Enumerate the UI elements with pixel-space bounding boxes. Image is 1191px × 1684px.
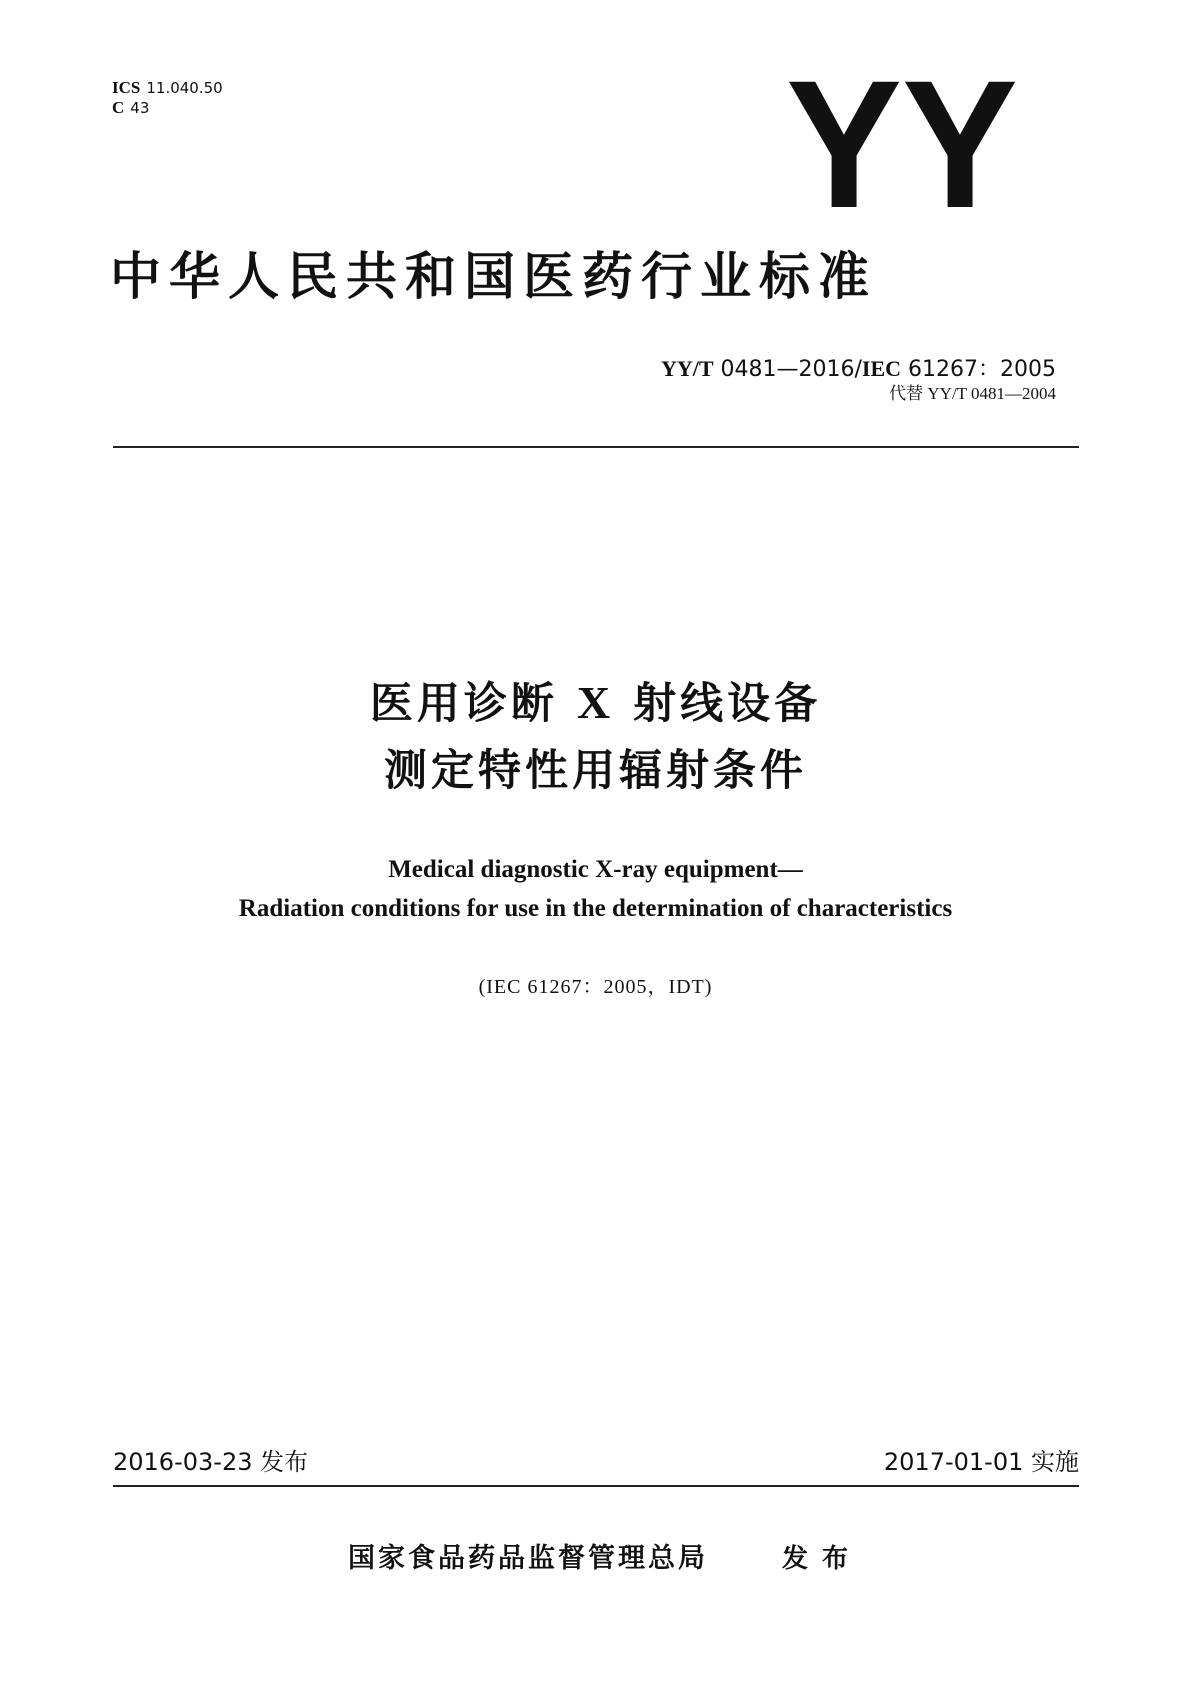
issue-date: 2016-03-23 发布 [113,1448,309,1476]
ics-value: 11.040.50 [146,79,223,97]
replaces-note: 代替 YY/T 0481—2004 [889,384,1056,403]
yy-logo [785,55,1020,230]
classification-codes [112,78,223,118]
standard-category-title: 中华人民共和国医药行业标准 [110,248,878,307]
english-title-line-1: Medical diagnostic X-ray equipment— [388,856,803,883]
iec-number: 61267：2005 [908,357,1056,382]
ccs-value: 43 [130,99,150,117]
ccs-code [112,98,223,118]
ics-label: ICS [112,78,141,97]
issue-label: 发布 [782,1544,863,1574]
yy-logo-text: YY [786,55,1018,230]
equivalence-note: (IEC 61267：2005，IDT) [478,976,713,998]
iec-prefix: IEC [861,356,902,381]
ics-code [112,78,223,98]
chinese-title-part-b: 射线设备 [633,679,822,729]
standard-number [661,356,1056,383]
standard-prefix: YY/T [660,356,714,381]
header-divider [113,446,1079,448]
publisher-name: 国家食品药品监督管理总局 [348,1543,708,1574]
chinese-title-line-1 [0,675,1191,732]
footer-divider [113,1485,1079,1487]
chinese-title-x: X [576,677,615,728]
english-title-line-2: Radiation conditions for use in the determination of characteristics [238,895,953,922]
implementation-date: 2017-01-01 实施 [883,1448,1079,1476]
ccs-label: C [112,98,125,117]
chinese-title-line-2: 测定特性用辐射条件 [384,746,807,796]
standard-number-value: 0481—2016/ [720,357,862,382]
chinese-title-part-a: 医用诊断 [369,679,558,729]
